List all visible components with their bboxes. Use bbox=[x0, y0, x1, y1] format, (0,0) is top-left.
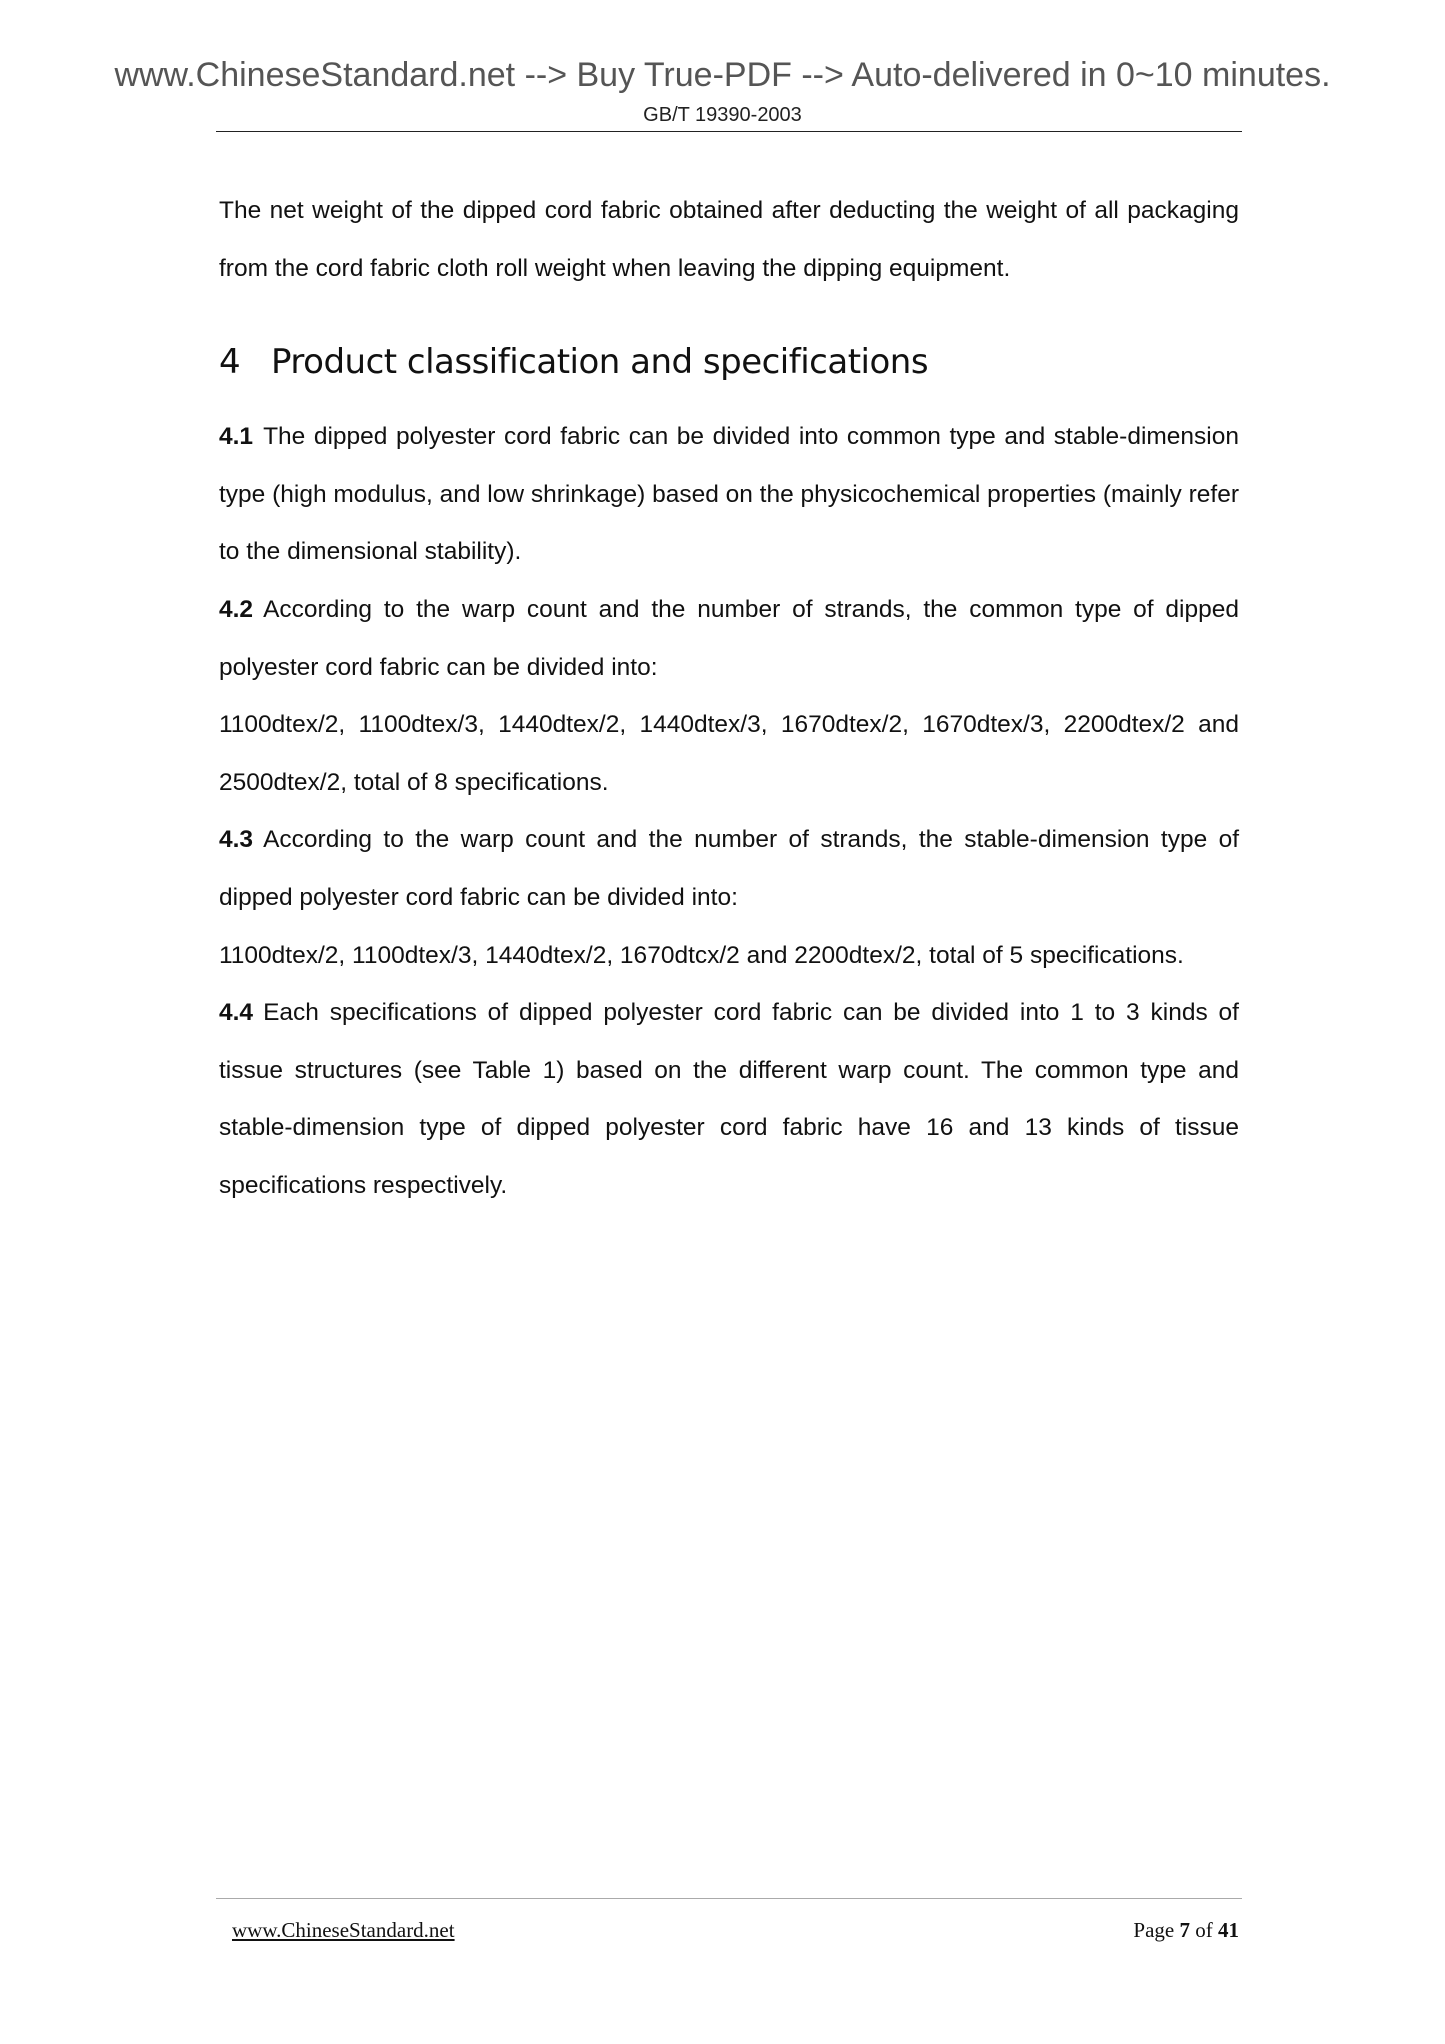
document-body bbox=[219, 182, 1239, 1215]
page-indicator bbox=[1133, 1918, 1239, 1943]
clause-4-2-specifications: 1100dtex/2, 1100dtex/3, 1440dtex/2, 1440dtex/3, 1670dtex/2, 1670dtex/3, 2200dtex/2 and 2500dtex/2, total of 8 specifications. bbox=[219, 711, 1239, 796]
clause-4-3 bbox=[219, 811, 1239, 926]
intro-paragraph: The net weight of the dipped cord fabric obtained after deducting the weight of all packaging from the cord fabric cloth roll weight when leaving the dipping equipment. bbox=[219, 197, 1239, 282]
page-total: 41 bbox=[1218, 1918, 1239, 1942]
footer-divider bbox=[216, 1898, 1242, 1899]
clause-number: 4.2 bbox=[219, 595, 254, 623]
section-title: Product classification and specifications bbox=[271, 342, 929, 383]
header-divider bbox=[216, 131, 1242, 132]
clause-number: 4.3 bbox=[219, 826, 254, 854]
clause-text: The dipped polyester cord fabric can be divided into common type and stable-dimension type (high modulus, and low shrinkage) based on the physicochemical properties (mainly refer to the dimensional stability). bbox=[219, 423, 1239, 566]
section-number: 4 bbox=[219, 342, 241, 383]
page-prefix: Page bbox=[1133, 1918, 1175, 1942]
clause-4-4 bbox=[219, 984, 1239, 1214]
clause-4-1 bbox=[219, 408, 1239, 581]
clause-text: According to the warp count and the number of strands, the stable-dimension type of dipped polyester cord fabric can be divided into: bbox=[219, 826, 1239, 911]
page-of: of bbox=[1195, 1918, 1213, 1942]
header-banner: www.ChineseStandard.net --> Buy True-PDF --> Auto-delivered in 0~10 minutes. bbox=[114, 56, 1331, 94]
standard-code: GB/T 19390-2003 bbox=[643, 104, 802, 126]
page-number: 7 bbox=[1179, 1918, 1190, 1942]
clause-number: 4.4 bbox=[219, 999, 254, 1027]
clause-4-2 bbox=[219, 581, 1239, 696]
clause-text: Each specifications of dipped polyester cord fabric can be divided into 1 to 3 kinds of tissue structures (see Table 1) based on the different warp count. The common type and stable-dimension type of dipped polyester cord fabric have 16 and 13 kinds of tissue specifications respectively. bbox=[219, 999, 1239, 1199]
clause-4-3-specifications: 1100dtex/2, 1100dtex/3, 1440dtex/2, 1670dtcx/2 and 2200dtex/2, total of 5 specifications. bbox=[219, 941, 1184, 969]
section-heading bbox=[219, 339, 1239, 385]
clause-number: 4.1 bbox=[219, 423, 254, 451]
footer-website-link[interactable]: www.ChineseStandard.net bbox=[232, 1918, 455, 1942]
clause-text: According to the warp count and the number of strands, the common type of dipped polyester cord fabric can be divided into: bbox=[219, 595, 1239, 681]
